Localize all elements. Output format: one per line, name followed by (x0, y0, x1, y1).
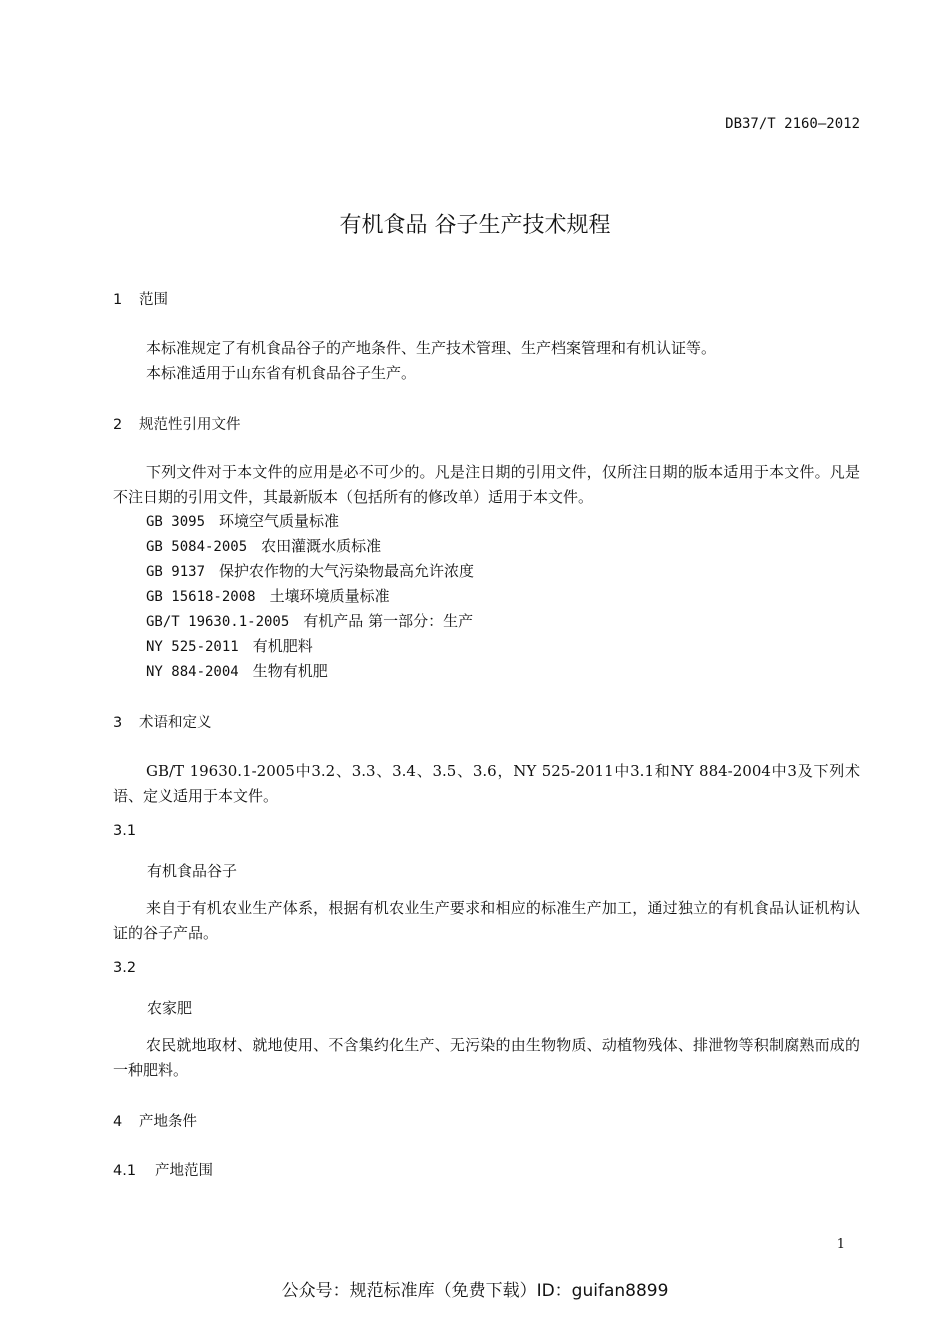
document-code: DB37/T 2160—2012 (725, 116, 860, 132)
reference-item (146, 659, 328, 685)
term-3-1-name: 有机食品谷子 (147, 862, 238, 880)
section-4-heading (113, 1110, 197, 1131)
section-1-paragraph-1: 本标准规定了有机食品谷子的产地条件、生产技术管理、生产档案管理和有机认证等。 (146, 339, 717, 357)
section-number: 1 (113, 292, 123, 308)
reference-name: 土壤环境质量标准 (269, 587, 390, 605)
term-3-2-name: 农家肥 (147, 999, 193, 1017)
reference-name: 保护农作物的大气污染物最高允许浓度 (219, 562, 475, 580)
reference-code: GB 5084-2005 (146, 539, 248, 555)
reference-item (146, 584, 390, 610)
reference-item (146, 534, 381, 560)
reference-name: 环境空气质量标准 (219, 512, 340, 530)
section-1-heading (113, 288, 168, 309)
section-title: 产地条件 (139, 1114, 197, 1130)
section-number: 4 (113, 1114, 123, 1130)
reference-item (146, 509, 339, 535)
reference-code: NY 525-2011 (146, 639, 239, 655)
reference-name: 有机肥料 (252, 637, 313, 655)
reference-code: GB 9137 (146, 564, 206, 580)
section-4-1-heading (113, 1159, 213, 1180)
reference-name: 农田灌溉水质标准 (261, 537, 382, 555)
reference-code: GB/T 19630.1-2005 (146, 614, 290, 630)
section-title: 术语和定义 (139, 715, 212, 731)
reference-item (146, 634, 313, 660)
reference-code: GB 15618-2008 (146, 589, 256, 605)
section-number: 3 (113, 715, 123, 731)
section-title: 范围 (139, 292, 168, 308)
section-2-heading (113, 413, 241, 434)
reference-item (146, 609, 473, 635)
section-number: 2 (113, 417, 123, 433)
term-3-1-number: 3.1 (113, 823, 137, 839)
subsection-number: 4.1 (113, 1163, 137, 1179)
section-1-paragraph-2: 本标准适用于山东省有机食品谷子生产。 (146, 364, 417, 382)
footer-watermark: 公众号：规范标准库（免费下载）ID：guifan8899 (281, 1281, 669, 1301)
section-3-heading (113, 711, 212, 732)
reference-item (146, 559, 474, 585)
reference-code: NY 884-2004 (146, 664, 239, 680)
page-number: 1 (836, 1237, 845, 1252)
document-title: 有机食品 谷子生产技术规程 (339, 213, 611, 238)
reference-name: 有机产品 第一部分：生产 (303, 612, 474, 630)
reference-name: 生物有机肥 (252, 662, 328, 680)
term-3-2-definition: 农民就地取材、就地使用、不含集约化生产、无污染的由生物物质、动植物残体、排泄物等积制腐熟而成的一种肥料。 (113, 1036, 860, 1079)
reference-code: GB 3095 (146, 514, 206, 530)
term-3-2-number: 3.2 (113, 960, 137, 976)
section-3-intro: GB/T 19630.1-2005中3.2、3.3、3.4、3.5、3.6，NY 525-2011中3.1和NY 884-2004中3及下列术语、定义适用于本文件。 (113, 762, 860, 805)
section-title: 规范性引用文件 (139, 417, 241, 433)
term-3-1-definition: 来自于有机农业生产体系，根据有机农业生产要求和相应的标准生产加工，通过独立的有机食品认证机构认证的谷子产品。 (113, 899, 860, 942)
subsection-title: 产地范围 (155, 1163, 213, 1179)
section-2-intro: 下列文件对于本文件的应用是必不可少的。凡是注日期的引用文件，仅所注日期的版本适用于本文件。凡是不注日期的引用文件，其最新版本（包括所有的修改单）适用于本文件。 (113, 463, 860, 506)
